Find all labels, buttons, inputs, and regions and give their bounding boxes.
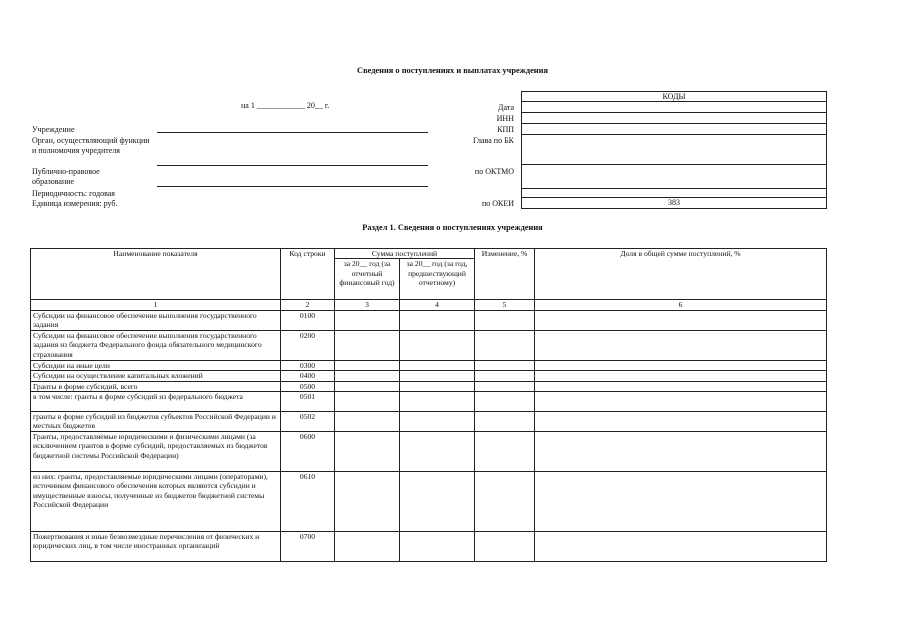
row-code: 0500 bbox=[281, 381, 335, 391]
value-cell[interactable] bbox=[535, 360, 827, 370]
col-number: 4 bbox=[400, 300, 475, 310]
report-date-line: на 1 ____________ 20__ г. bbox=[241, 101, 330, 110]
value-cell[interactable] bbox=[535, 310, 827, 330]
row-name: Гранты, предоставляемые юридическими и физическими лицами (за исключением грантов в форме субсидий, предоставляемых из бюджетов бюджетной системы Российской Федерации) bbox=[31, 432, 281, 472]
value-cell[interactable] bbox=[335, 381, 400, 391]
value-cell[interactable] bbox=[400, 381, 475, 391]
row-code: 0200 bbox=[281, 330, 335, 360]
row-code: 0501 bbox=[281, 392, 335, 412]
col-number: 5 bbox=[475, 300, 535, 310]
value-cell[interactable] bbox=[535, 381, 827, 391]
header-code: Код строки bbox=[281, 249, 335, 300]
value-cell[interactable] bbox=[335, 432, 400, 472]
table-row bbox=[31, 371, 827, 381]
value-cell[interactable] bbox=[475, 412, 535, 432]
value-cell[interactable] bbox=[400, 432, 475, 472]
receipts-table bbox=[30, 248, 827, 562]
row-code: 0610 bbox=[281, 472, 335, 532]
table-row bbox=[31, 472, 827, 532]
label-date: Дата bbox=[498, 103, 514, 112]
table-row bbox=[31, 360, 827, 370]
row-name: Субсидии на финансовое обеспечение выполнения государственного задания bbox=[31, 310, 281, 330]
row-name: в том числе: гранты в форме субсидий из федерального бюджета bbox=[31, 392, 281, 412]
value-cell[interactable] bbox=[475, 392, 535, 412]
row-name: Пожертвования и иные безвозмездные перечисления от физических и юридических лиц, в том числе иностранных организаций bbox=[31, 532, 281, 562]
value-cell[interactable] bbox=[475, 310, 535, 330]
row-name: гранты в форме субсидий из бюджетов субъектов Российской Федерации и местных бюджетов bbox=[31, 412, 281, 432]
value-cell[interactable] bbox=[535, 412, 827, 432]
public-entity-label: Публично-правовое образование bbox=[32, 167, 100, 186]
row-code: 0300 bbox=[281, 360, 335, 370]
row-name: Субсидии на финансовое обеспечение выполнения государственного задания из бюджета Федерального фонда обязательного медицинского страхования bbox=[31, 330, 281, 360]
value-cell[interactable] bbox=[335, 392, 400, 412]
form-title: Сведения о поступлениях и выплатах учреждения bbox=[357, 66, 548, 75]
row-name: Гранты в форме субсидий, всего bbox=[31, 381, 281, 391]
row-code: 0600 bbox=[281, 432, 335, 472]
header-name: Наименование показателя bbox=[31, 249, 281, 300]
value-cell[interactable] bbox=[535, 432, 827, 472]
value-cell[interactable] bbox=[535, 371, 827, 381]
value-cell[interactable] bbox=[335, 472, 400, 532]
inn-code-cell[interactable] bbox=[521, 113, 827, 124]
section-title: Раздел 1. Сведения о поступлениях учреждения bbox=[362, 223, 543, 232]
value-cell[interactable] bbox=[335, 412, 400, 432]
table-row bbox=[31, 532, 827, 562]
table-row bbox=[31, 330, 827, 360]
header-sum: Сумма поступлений bbox=[335, 249, 475, 259]
value-cell[interactable] bbox=[335, 330, 400, 360]
value-cell[interactable] bbox=[475, 532, 535, 562]
table-row bbox=[31, 310, 827, 330]
value-cell[interactable] bbox=[335, 371, 400, 381]
table-row bbox=[31, 412, 827, 432]
kpp-code-cell[interactable] bbox=[521, 124, 827, 135]
okei-code-cell: 383 bbox=[521, 198, 827, 209]
value-cell[interactable] bbox=[475, 472, 535, 532]
row-name: Субсидии на осуществление капитальных вложений bbox=[31, 371, 281, 381]
value-cell[interactable] bbox=[475, 432, 535, 472]
value-cell[interactable] bbox=[400, 472, 475, 532]
value-cell[interactable] bbox=[535, 532, 827, 562]
authority-field[interactable] bbox=[157, 165, 428, 166]
row-name: из них: гранты, предоставляемые юридическими лицами (операторами), источником финансового обеспечения которых являются субсидии и имущественные взносы, полученные из бюджетов бюджетной системы Российской Федерации bbox=[31, 472, 281, 532]
value-cell[interactable] bbox=[335, 360, 400, 370]
col-number: 2 bbox=[281, 300, 335, 310]
spacer-code-cell bbox=[521, 189, 827, 198]
value-cell[interactable] bbox=[335, 532, 400, 562]
value-cell[interactable] bbox=[400, 310, 475, 330]
row-code: 0100 bbox=[281, 310, 335, 330]
row-code: 0400 bbox=[281, 371, 335, 381]
header-sum-prev: за 20__ год (за год, предшествующий отчетному) bbox=[400, 259, 475, 300]
value-cell[interactable] bbox=[475, 381, 535, 391]
value-cell[interactable] bbox=[400, 412, 475, 432]
header-change: Изменение, % bbox=[475, 249, 535, 300]
authority-label: Орган, осуществляющий функции и полномочия учредителя bbox=[32, 136, 150, 155]
periodicity-label: Периодичность: годовая bbox=[32, 189, 115, 198]
label-glava-bk: Глава по БК bbox=[473, 136, 514, 145]
value-cell[interactable] bbox=[535, 330, 827, 360]
label-inn: ИНН bbox=[496, 114, 514, 123]
value-cell[interactable] bbox=[335, 310, 400, 330]
col-number: 6 bbox=[535, 300, 827, 310]
value-cell[interactable] bbox=[400, 360, 475, 370]
label-okei: по ОКЕИ bbox=[481, 199, 514, 208]
institution-label: Учреждение bbox=[32, 125, 75, 134]
value-cell[interactable] bbox=[400, 392, 475, 412]
row-name: Субсидии на иные цели bbox=[31, 360, 281, 370]
codes-heading: КОДЫ bbox=[521, 91, 827, 102]
glava-bk-code-cell[interactable] bbox=[521, 135, 827, 165]
value-cell[interactable] bbox=[535, 392, 827, 412]
value-cell[interactable] bbox=[535, 472, 827, 532]
public-entity-field[interactable] bbox=[157, 186, 428, 187]
value-cell[interactable] bbox=[475, 330, 535, 360]
value-cell[interactable] bbox=[400, 330, 475, 360]
unit-label: Единица измерения: руб. bbox=[32, 199, 118, 208]
table-row bbox=[31, 381, 827, 391]
row-code: 0700 bbox=[281, 532, 335, 562]
label-kpp: КПП bbox=[497, 125, 514, 134]
col-number: 3 bbox=[335, 300, 400, 310]
value-cell[interactable] bbox=[400, 371, 475, 381]
date-code-cell[interactable] bbox=[521, 102, 827, 113]
value-cell[interactable] bbox=[475, 360, 535, 370]
value-cell[interactable] bbox=[475, 371, 535, 381]
value-cell[interactable] bbox=[400, 532, 475, 562]
col-number: 1 bbox=[31, 300, 281, 310]
oktmo-code-cell[interactable] bbox=[521, 165, 827, 189]
label-oktmo: по ОКТМО bbox=[474, 167, 514, 176]
table-row bbox=[31, 392, 827, 412]
table-row bbox=[31, 432, 827, 472]
row-code: 0502 bbox=[281, 412, 335, 432]
header-sum-current: за 20__ год (за отчетный финансовый год) bbox=[335, 259, 400, 300]
header-share: Доля в общей сумме поступлений, % bbox=[535, 249, 827, 300]
institution-field[interactable] bbox=[157, 132, 428, 133]
column-numbers-row bbox=[31, 300, 827, 310]
